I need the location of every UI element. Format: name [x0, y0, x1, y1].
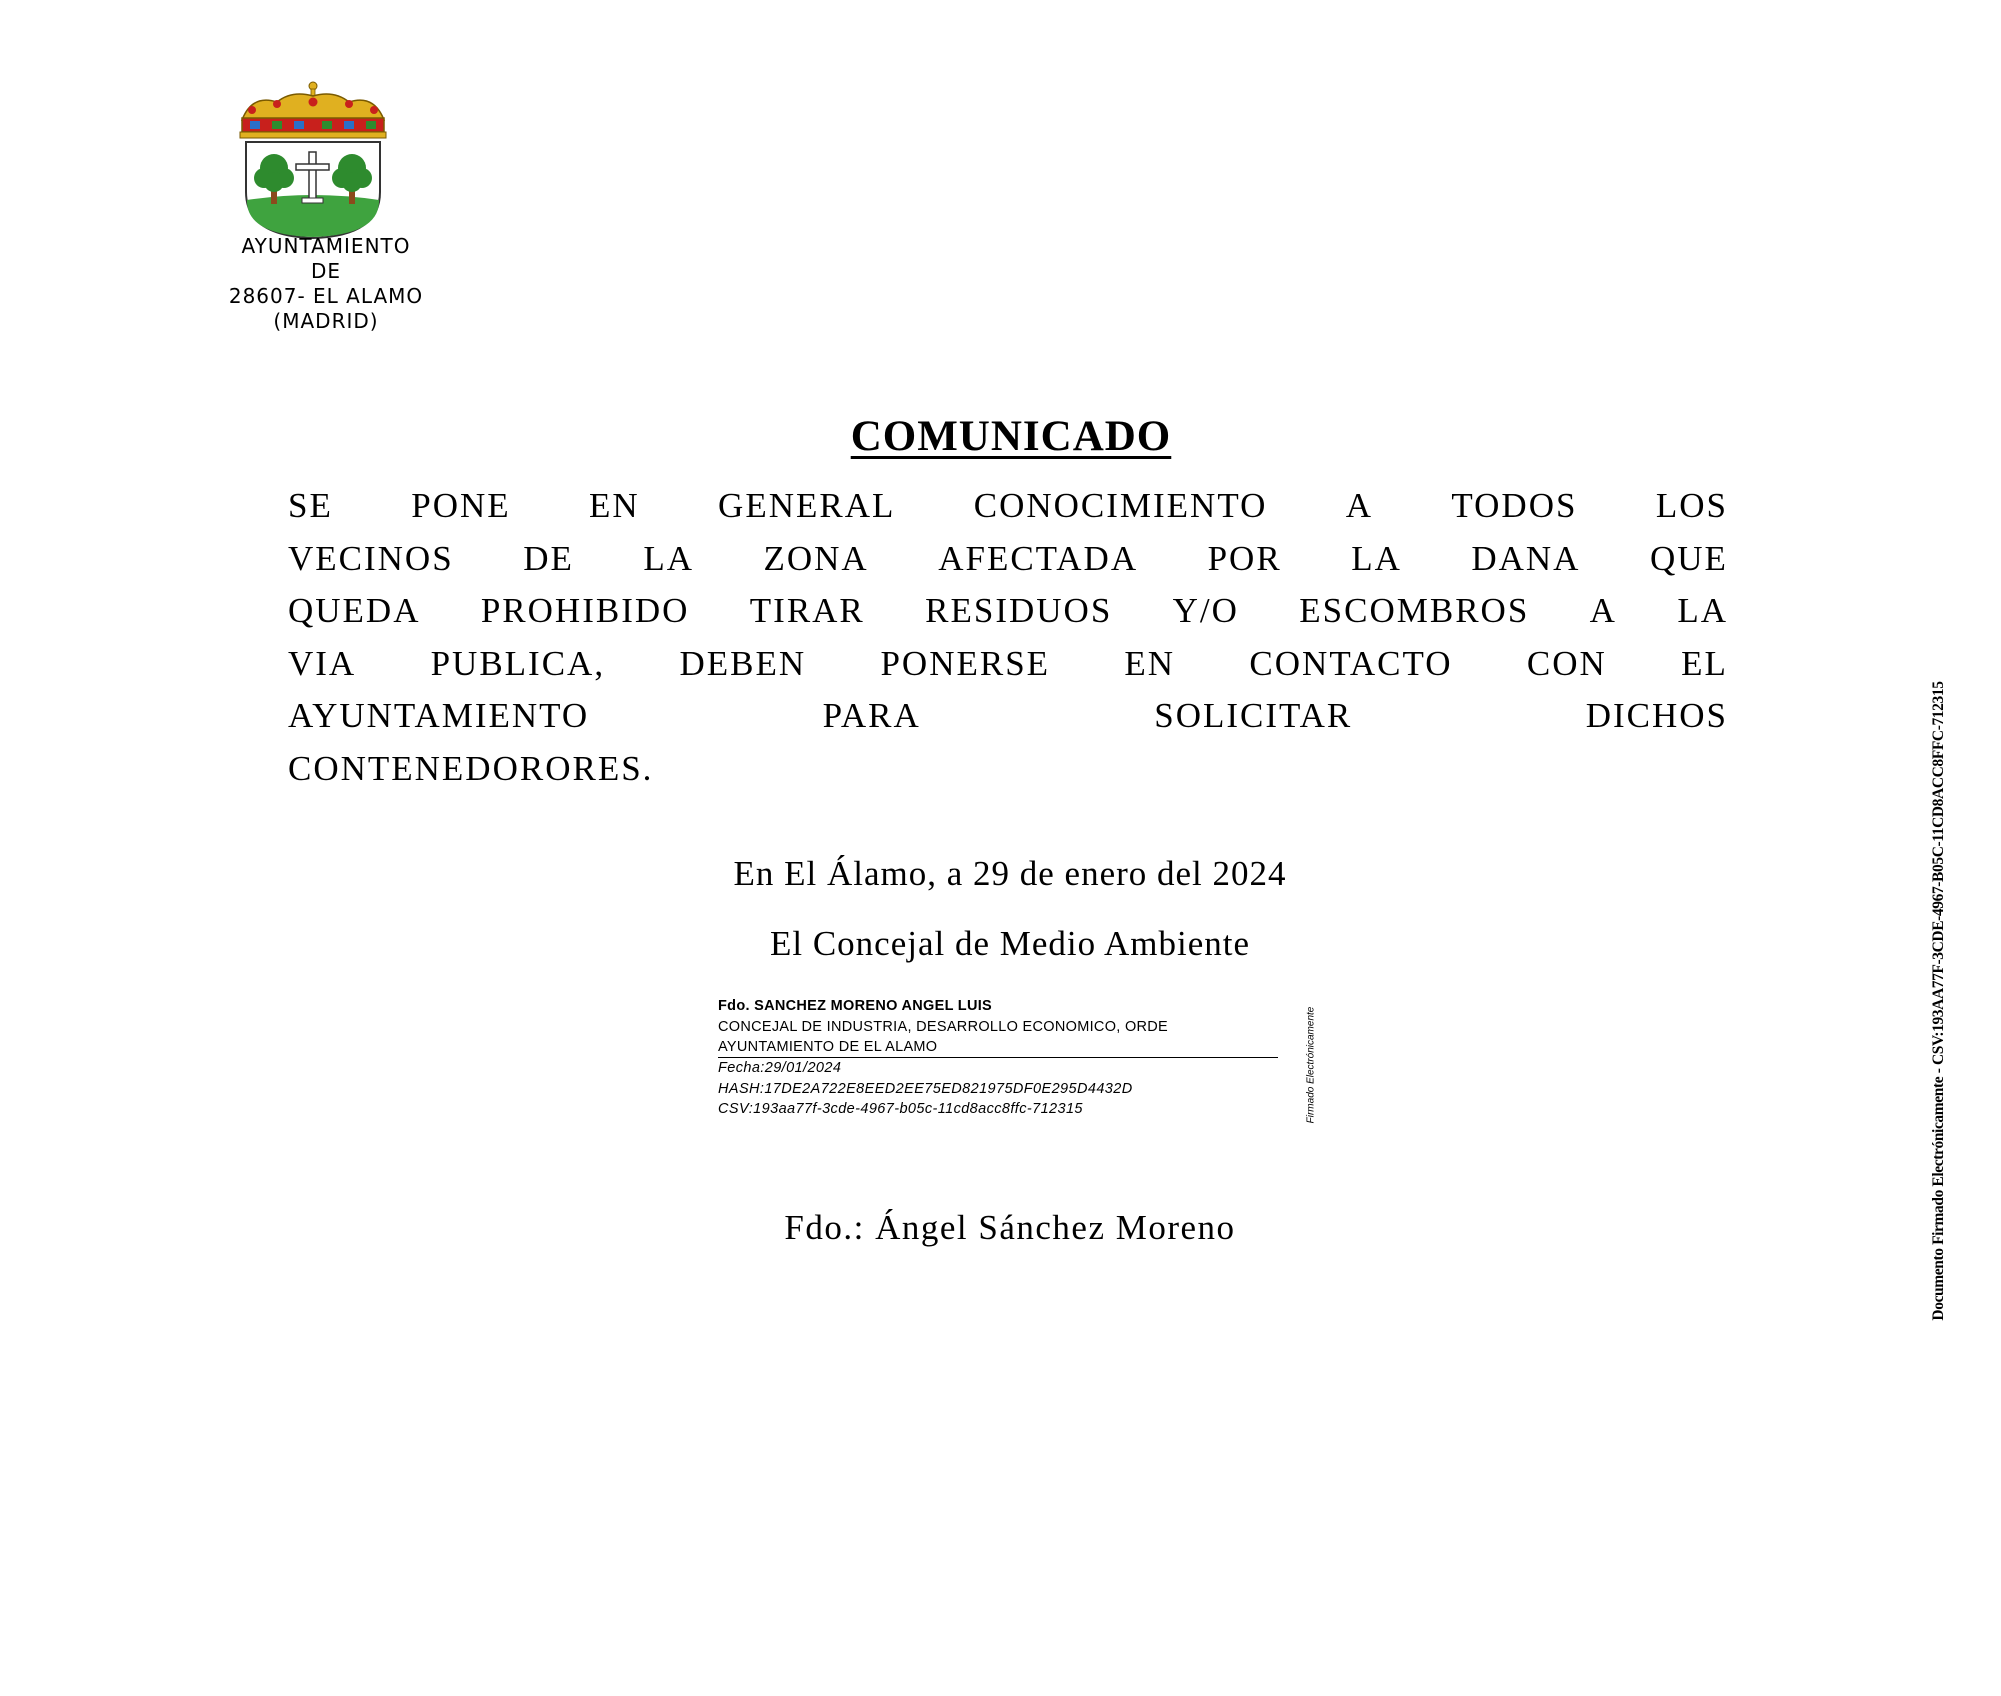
body-word: EN — [589, 486, 640, 525]
body-word: EL — [1681, 643, 1728, 683]
body-word: Y/O — [1172, 591, 1239, 630]
body-word: QUEDA — [288, 591, 421, 630]
body-word: EN — [1124, 643, 1176, 683]
document-title: COMUNICADO — [850, 413, 1172, 460]
csv-margin-text: Documento Firmado Electrónicamente - CSV:193AA77F-3CDE-4967-B05C-11CD8ACC8FFC-712315 — [1930, 681, 1947, 1321]
stamp-signer-position: CONCEJAL DE INDUSTRIA, DESARROLLO ECONOMICO, ORDE — [718, 1018, 1169, 1035]
notice-body — [288, 480, 1728, 795]
body-word: LA — [1351, 538, 1402, 578]
body-word: CONTACTO — [1249, 643, 1453, 683]
body-word: VECINOS — [288, 538, 454, 578]
body-word: VIA — [288, 643, 357, 683]
body-word: A — [1345, 486, 1374, 525]
body-word: PONE — [411, 486, 511, 525]
body-word: ZONA — [763, 538, 869, 578]
shield-icon — [246, 142, 380, 238]
body-word: SOLICITAR — [1154, 696, 1353, 735]
org-header — [196, 234, 456, 334]
body-word: SE — [288, 486, 333, 525]
body-word: QUE — [1649, 538, 1728, 578]
body-word: LOS — [1655, 486, 1728, 525]
body-word: CONOCIMIENTO — [973, 486, 1268, 525]
place-and-date: En El Álamo, a 29 de enero del 2024 — [733, 854, 1287, 893]
electronic-signature-stamp — [718, 996, 1318, 1116]
stamp-side-label — [1304, 1006, 1318, 1124]
body-word: AFECTADA — [938, 538, 1139, 578]
body-line — [288, 638, 1728, 691]
body-word: PROHIBIDO — [480, 591, 690, 630]
signer-role: El Concejal de Medio Ambiente — [769, 924, 1250, 963]
stamp-signer-name: Fdo. SANCHEZ MORENO ANGEL LUIS — [718, 998, 993, 1014]
stamp-organization: AYUNTAMIENTO DE EL ALAMO — [718, 1038, 1278, 1058]
body-line — [288, 690, 1728, 743]
org-header-line: 28607- EL ALAMO — [228, 284, 424, 308]
stamp-csv: CSV:193aa77f-3cde-4967-b05c-11cd8acc8ffc-712315 — [718, 1101, 1083, 1117]
body-word: RESIDUOS — [925, 591, 1113, 630]
body-word: PARA — [822, 696, 921, 735]
org-header-line: AYUNTAMIENTO — [241, 234, 411, 258]
org-header-line: (MADRID) — [273, 309, 379, 333]
body-word: CON — [1526, 643, 1607, 683]
body-word: POR — [1207, 538, 1282, 578]
body-word: A — [1589, 591, 1617, 630]
body-word: DICHOS — [1585, 696, 1728, 735]
body-word: DANA — [1471, 538, 1581, 578]
body-word: CONTENEDORORES. — [288, 748, 654, 788]
body-word: LA — [1677, 591, 1728, 630]
org-header-line: DE — [310, 259, 342, 283]
crown-icon — [240, 82, 386, 138]
csv-margin-note — [1924, 681, 1954, 1321]
coat-of-arms-icon — [232, 80, 394, 240]
body-word: LA — [643, 538, 694, 578]
body-word: GENERAL — [718, 486, 896, 525]
body-word: PONERSE — [880, 643, 1051, 683]
body-word: PUBLICA, — [430, 643, 606, 683]
body-line — [288, 533, 1728, 586]
body-word: ESCOMBROS — [1299, 591, 1530, 630]
body-line — [288, 480, 1728, 533]
body-word: TODOS — [1451, 486, 1578, 525]
body-word: TIRAR — [749, 591, 865, 630]
signed-by: Fdo.: Ángel Sánchez Moreno — [784, 1208, 1236, 1247]
body-word: AYUNTAMIENTO — [288, 696, 590, 735]
stamp-hash: HASH:17DE2A722E8EED2EE75ED821975DF0E295D4432D — [718, 1080, 1133, 1097]
body-line — [288, 743, 1728, 796]
stamp-side-label-text: Firmado Electrónicamente — [1305, 1006, 1317, 1124]
body-line — [288, 585, 1728, 638]
body-word: DE — [523, 538, 574, 578]
stamp-date: Fecha:29/01/2024 — [718, 1060, 842, 1076]
body-word: DEBEN — [679, 643, 807, 683]
